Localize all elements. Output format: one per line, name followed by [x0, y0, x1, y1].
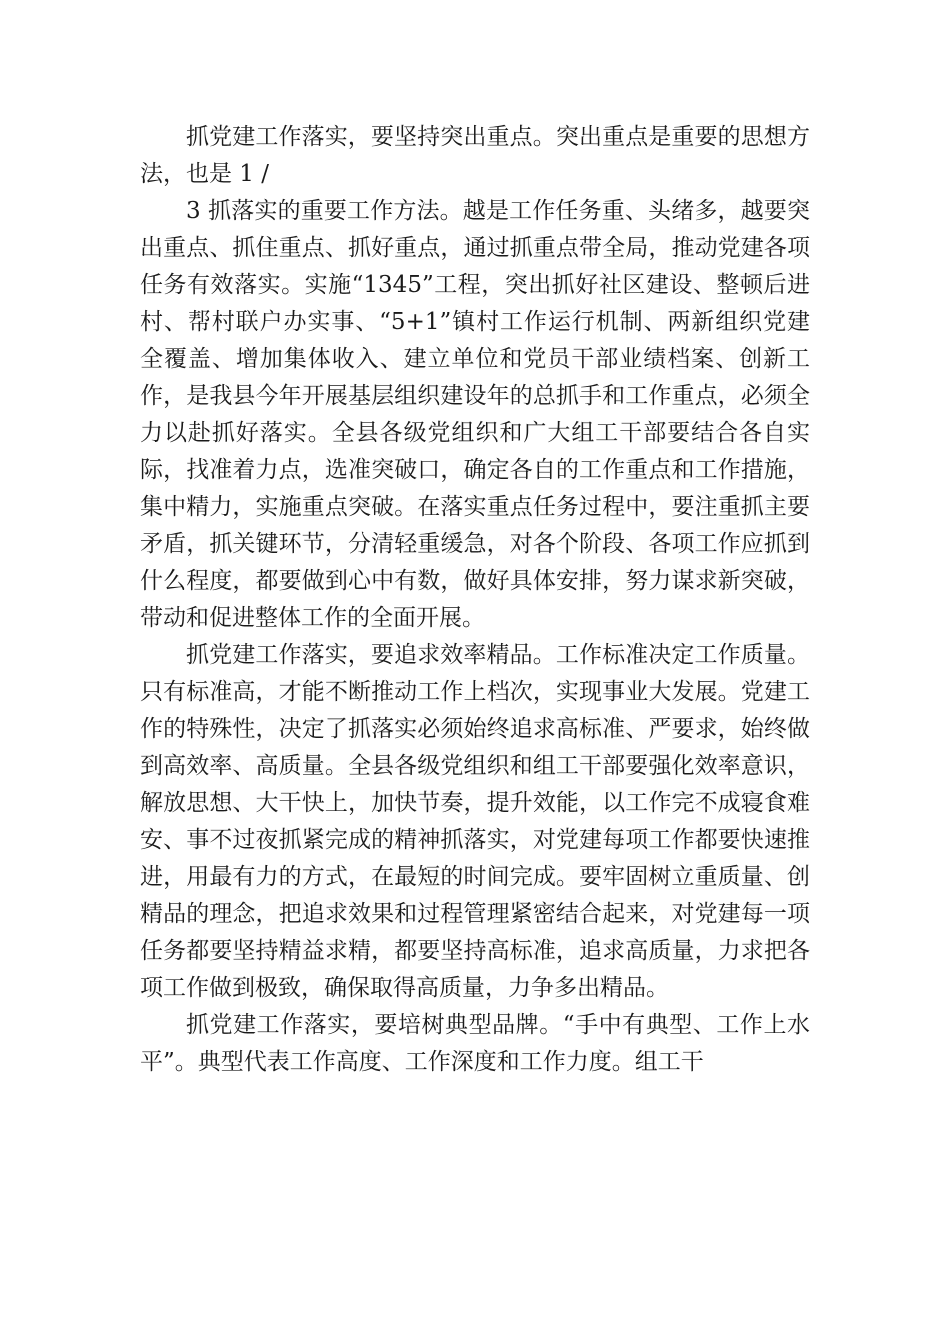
paragraph-typical-brand: 抓党建工作落实，要培树典型品牌。“手中有典型、工作上水平”。典型代表工作高度、工作深度和工作力度。组工干 [140, 1012, 810, 1075]
paragraph-efficiency-quality: 抓党建工作落实，要追求效率精品。工作标准决定工作质量。只有标准高，才能不断推动工作上档次，实现事业大发展。党建工作的特殊性，决定了抓落实必须始终追求高标准、严要求，始终做到高效率、高质量。全县各级党组织和组工干部要强化效率意识，解放思想、大干快上，加快节奏，提升效能，以工作完不成寝食难安、事不过夜抓紧完成的精神抓落实，对党建每项工作都要快速推进，用最有力的方式，在最短的时间完成。要牢固树立重质量、创精品的理念，把追求效果和过程管理紧密结合起来，对党建每一项任务都要坚持精益求精，都要坚持高标准，追求高质量，力求把各项工作做到极致，确保取得高质量，力争多出精品。 [140, 642, 810, 1001]
paragraph-key-points: 3 抓落实的重要工作方法。越是工作任务重、头绪多，越要突出重点、抓住重点、抓好重点，通过抓重点带全局，推动党建各项任务有效落实。实施“1345”工程，突出抓好社区建设、整顿后进村、帮村联户办实事、“5+1”镇村工作运行机制、两新组织党建全覆盖、增加集体收入、建立单位和党员干部业绩档案、创新工作，是我县今年开展基层组织建设年的总抓手和工作重点，必须全力以赴抓好落实。全县各级党组织和广大组工干部要结合各自实际，找准着力点，选准突破口，确定各自的工作重点和工作措施，集中精力，实施重点突破。在落实重点任务过程中，要注重抓主要矛盾，抓关键环节，分清轻重缓急，对各个阶段、各项工作应抓到什么程度，都要做到心中有数，做好具体安排，努力谋求新突破，带动和促进整体工作的全面开展。 [140, 198, 810, 631]
paragraph-key-points-intro: 抓党建工作落实，要坚持突出重点。突出重点是重要的思想方法，也是 1 / [140, 124, 810, 187]
document-page [140, 119, 810, 1081]
